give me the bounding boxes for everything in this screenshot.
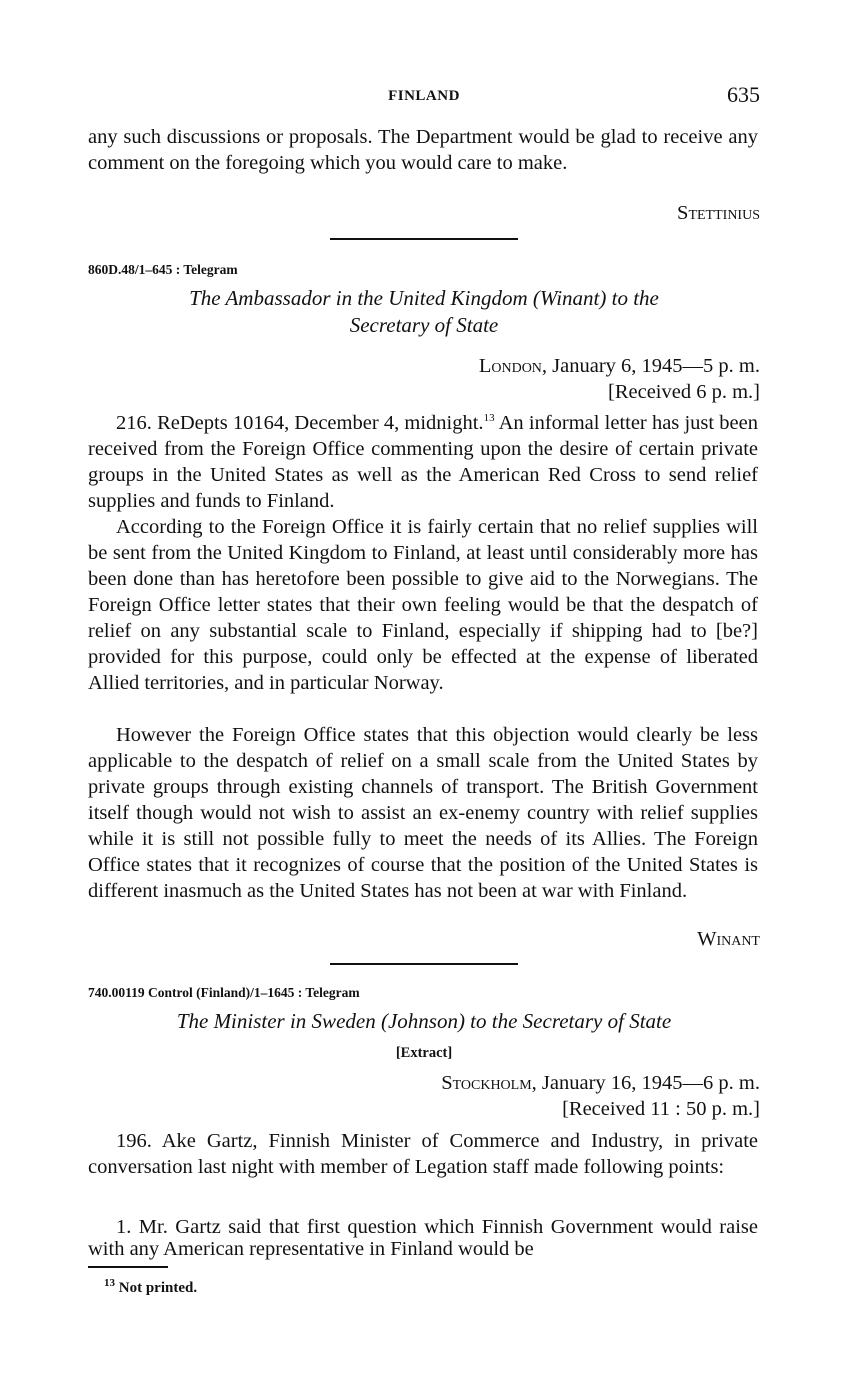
telegram-paragraph: 1. Mr. Gartz said that first question which Finnish Government would raise with any American representative in Finland would be [88,1216,758,1260]
section-divider [330,963,518,965]
document-title [88,285,760,339]
telegram-paragraph [88,410,758,514]
document-title-line: The Ambassador in the United Kingdom (Winant) to the [189,286,659,310]
page-number: 635 [727,82,760,107]
telegram-paragraph: According to the Foreign Office it is fairly certain that no relief supplies will be sent from the United Kingdom to Finland, at least until considerably more has been done than has heretofore been possible to give aid to the Norwegians. The Foreign Office letter states that their own feeling would be that the despatch of relief on any substantial scale to Finland, especially if shipping had to [be?] provided for this purpose, could only be effected at the expense of liberated Allied territories, and in particular Norway. [88,516,758,694]
paragraph-text: An informal letter has just been received from the Foreign Office commenting upon the desire of certain private groups in the United States as well as the American Red Cross to send relief supplies and funds to Finland. [88,412,758,512]
signature-stettinius: Stettinius [677,202,760,224]
dateline-place: London [478,355,542,377]
telegram-paragraph: 196. Ake Gartz, Finnish Minister of Commerce and Industry, in private conversation last night with member of Legation staff made following points: [88,1130,758,1178]
telegram-paragraph: However the Foreign Office states that this objection would clearly be less applicable to the despatch of relief on a small scale from the United States by private groups through existing channels of transport. The British Government itself though would not wish to assist an ex-enemy country with relief supplies while it is still not possible fully to meet the needs of its Allies. The Foreign Office states that it recognizes of course that the position of the United States is different inasmuch as the United States has not been at war with Finland. [88,724,758,902]
footnote [104,1277,198,1297]
section-divider [330,238,518,240]
previous-document-closing: any such discussions or proposals. The Department would be glad to receive any comment on the foregoing which you would care to make. [88,126,758,174]
extract-label: [Extract] [395,1045,453,1061]
dateline-date: , January 6, 1945—5 p. m. [541,355,760,377]
document-file-id: 740.00119 Control (Finland)/1–1645 : Telegram [88,985,360,1000]
page-header [88,82,760,112]
signature-winant: Winant [697,928,760,950]
received-time: [Received 11 : 50 p. m.] [562,1098,760,1120]
dateline-date: , January 16, 1945—6 p. m. [531,1072,760,1094]
footnote-text: Not printed. [115,1280,198,1296]
paragraph-text: 216. ReDepts 10164, December 4, midnight. [116,412,484,434]
footnote-number: 13 [104,1277,115,1289]
document-title: The Minister in Sweden (Johnson) to the Secretary of State [176,1009,672,1033]
dateline [441,1072,760,1095]
dateline-place: Stockholm [441,1072,532,1094]
footnote-divider [88,1266,168,1268]
footnote-reference: 13 [483,412,495,425]
document-title-line: Secretary of State [349,313,499,337]
dateline [479,355,760,378]
document-file-id: 860D.48/1–645 : Telegram [88,262,238,277]
running-head: FINLAND [388,88,460,104]
received-time: [Received 6 p. m.] [608,381,760,403]
